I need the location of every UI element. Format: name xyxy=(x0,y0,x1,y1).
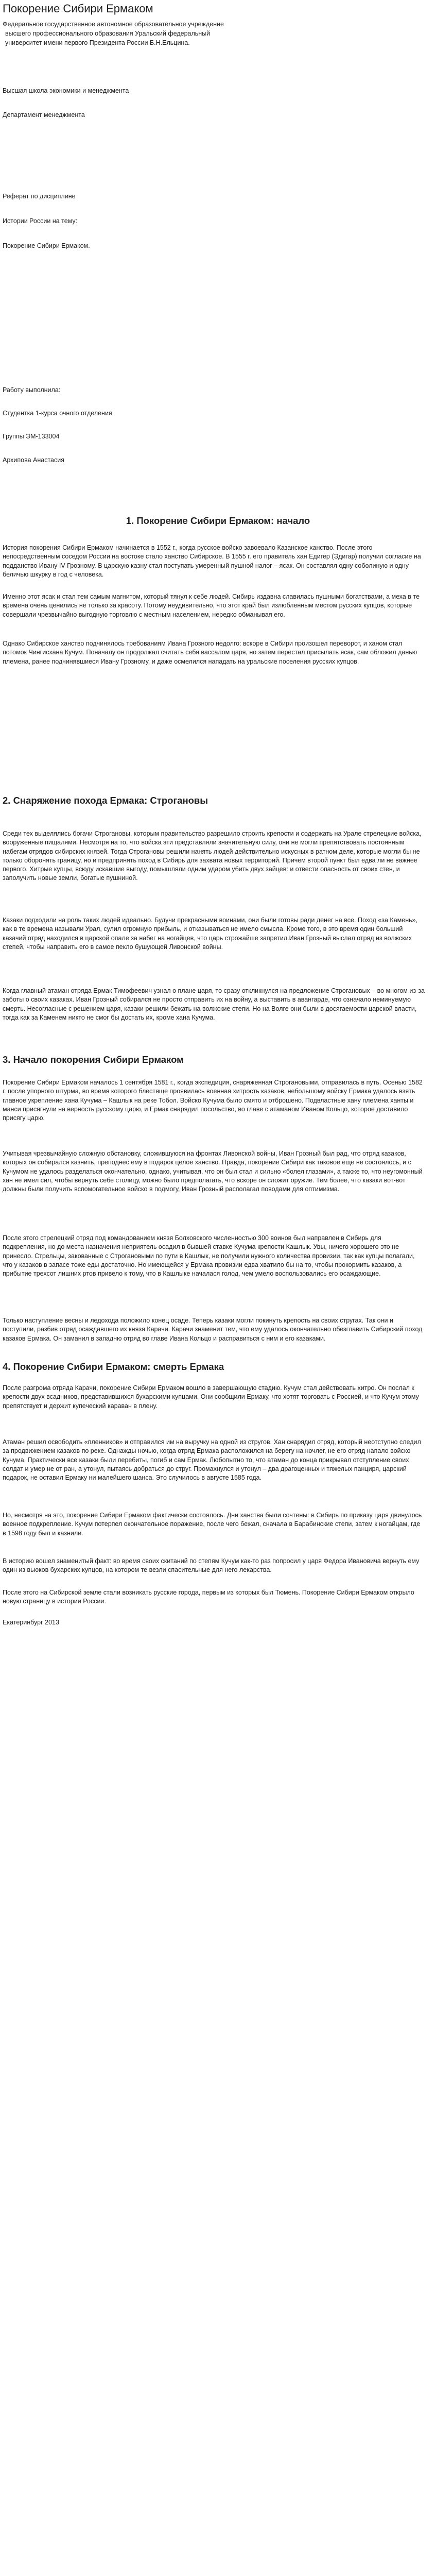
section-4-paragraph-2: Атаман решил освободить «пленников» и отправился им на выручку на одной из стругов. Хан снарядил отряд, который неотступно следил за продвижением казаков по реке. Однажды ночью, когда отряд Ермака расположился на берегу на ночлег, не его отряд напало войско Кучума. Практически все казаки были перебиты, погиб и сам Ермак. Любопытно то, что атаман до конца прикрывал отступление своих солдат и умер не от ран, а утонул, пытаясь добраться до струг. Промахнулся и утонул – два драгоценных и тяжелых панциря, царский подарок, не оставил Ермаку ни малейшего шанса. Это случилось в августе 1585 года. xyxy=(3,1438,421,1482)
section-2-paragraph-2: Казаки подходили на роль таких людей идеально. Будучи прекрасными воинами, они были готовы ради денег на все. Поход «за Камень», как в те времена называли Урал, сулил огромную прибыль, и отказываться не имело смысла. Кроме того, в это время один больший казачий отряд находился в царской опале за набег на ногайцев, что царь строжайше запретил.Иван Грозный выслал отряд из волжских степей, чтобы направить его в самое пекло бушующей Ливонской войны. xyxy=(3,917,418,951)
university-line-2: высшего профессионального образования Уральский федеральный xyxy=(5,30,211,37)
section-4-title: 4. Покорение Сибири Ермаком: смерть Ермака xyxy=(3,1361,224,1372)
university-line-1: Федеральное государственное автономное образовательное учреждение xyxy=(3,21,224,28)
referat-topic: Покорение Сибири Ермаком. xyxy=(3,242,90,249)
section-1-paragraph-3: Однако Сибирское ханство подчинялось требованиям Ивана Грозного недолго: вскоре в Сибири произошел переворот, и ханом стал потомок Чингисхана Кучум. Поначалу он продолжал считать себя вассалом царя, но затем перестал присылать ясак, сам обложил данью племена, ранее подчинявшиеся Ивану Грозному, и даже осмелился нападать на уральские поселения русских купцов. xyxy=(3,640,417,665)
section-2-paragraph-1: Среди тех выделялись богачи Строгановы, которым правительство разрешило строить крепости и содержать на Урале стрелецкие войска, вооруженные пищалями. Несмотря на то, что войска эти представляли значительную силу, они не могли препятствовать постоянным набегам отрядов сибирских князей. Тогда Строгановы решили нанять людей действительно искусных в ратном деле, которые могли бы не только оборонять границу, но и предпринять поход в Сибирь для захвата новых территорий. Причем второй пункт был едва ли не важнее первого. Хитрые купцы, всюду искавшие выгоду, помышляли одним ударом убить двух зайцев: и отвести опасность от своих стен, и заполучить новые земли, богатые пушниной. xyxy=(3,830,422,882)
group-info: Группы ЭМ-133004 xyxy=(3,433,60,440)
section-2-paragraph-3: Когда главный атаман отряда Ермак Тимофеевич узнал о плане царя, то сразу откликнулся на предложение Строгановых – во многом из-за заботы о своих казаках. Иван Грозный собирался не просто отправить их на войну, а выставить в авангарде, что означало неминуемую смерть. Несогласные с решением царя, казаки решили бежать на волжские степи. Но на Волге они были в досягаемости царской власти, тогда как за Каменем никто не смог бы достать их, кроме хана Кучума. xyxy=(3,987,425,1021)
section-4-paragraph-1: После разгрома отряда Карачи, покорение Сибири Ермаком вошло в завершающую стадию. Кучум стал действовать хитро. Он послал к крепости двух всадников, представившихся бухарскими купцами. Они сообщили Ермаку, что хотят торговать с Россией, и что Кучум этому препятствует и держит купеческий караван в плену. xyxy=(3,1384,419,1410)
section-2-title: 2. Снаряжение похода Ермака: Строгановы xyxy=(3,795,208,806)
university-line-3: университет имени первого Президента России Б.Н.Ельцина. xyxy=(5,39,190,46)
city-year: Екатеринбург 2013 xyxy=(3,1619,59,1626)
section-4-paragraph-4: В историю вошел знаменитый факт: во время своих скитаний по степям Кучум как-то раз попросил у царя Федора Ивановича вернуть ему один из вьюков бухарских купцов, на котором те везли спасительные для него лекарства. xyxy=(3,1557,420,1574)
section-1-paragraph-1: История покорения Сибири Ермаком начинается в 1552 г., когда русское войско завоевало Казанское ханство. После этого непосредственным соседом России на востоке стало ханство Сибирское. В 1555 г. его правитель хан Едигер (Эдигар) получил согласие на подданство Ивану IV Грозному. В царскую казну стал поступать умеренный пушной налог – ясак. Он составлял одну соболиную и одну беличью шкурку в год с человека. xyxy=(3,544,421,578)
section-3-paragraph-3: После этого стрелецкий отряд под командованием князя Болховского численностью 300 воинов был направлен в Сибирь для подкрепления, но до места назначения неприятель осадил в бывшей ставке Кучума крепости Кашлык. Увы, ничего хорошего это не принесло. Стрельцы, закованные с Строгановыми по пути в Кашлык, не получили нужного количества провизии, так как купцы полагали, что у казаков в запасе тоже еды достаточно. Но имеющейся у Ермака провизии едва хватило бы на то, чтобы прокормить казаков, а прибытие трехсот лишних ртов привело к тому, что в Кашлыке началася голод, чем умело воспользовались его осаждающие. xyxy=(3,1234,415,1278)
section-1-title: 1. Покорение Сибири Ермаком: начало xyxy=(126,515,310,526)
section-3-paragraph-2: Учитывая чрезвычайную сложную обстановку, сложившуюся на фронтах Ливонской войны, Иван Грозный был рад, что отряд казаков, которых он собирался казнить, преподнес ему в подарок целое ханство. Правда, покорение Сибири как таковое еще не состоялось, и с Кучумом не удалось разделаться окончательно, однако, учитывая, что он был стал и сильно «болел глазами», а также то, что неугомонный хан не имел сил, чтобы вернуть себе столицу, можно было предполагать, что вскоре он сложит оружие. Тем более, что казаки вот-вот должны были получить вспомогательное войско в подмогу, Иван Грозный располагал поводами для оптимизма. xyxy=(3,1150,423,1193)
section-3-paragraph-4: Только наступление весны и ледохода положило конец осаде. Теперь казаки могли покинуть крепость на своих стругах. Так они и поступили, разбив отряд осаждавшего их князя Карачи. Карачи знаменит тем, что ему удалось окончательно обезглавить Сибирский поход казаков Ермака. Он заманил в западню отряд во главе Ивана Кольцо и расправиться с ним и его казаками. xyxy=(3,1317,423,1342)
department-name: Департамент менеджмента xyxy=(3,111,85,118)
section-4-paragraph-5: После этого на Сибирской земле стали возникать русские города, первым из которых был Тюмень. Покорение Сибири Ермаком открыло новую страницу в истории России. xyxy=(3,1589,414,1605)
referat-subject: Истории России на тему: xyxy=(3,217,78,225)
section-3-title: 3. Начало покорения Сибири Ермаком xyxy=(3,1054,184,1065)
referat-discipline: Реферат по дисциплине xyxy=(3,193,76,200)
student-info: Студентка 1-курса очного отделения xyxy=(3,410,112,417)
section-3-paragraph-1: Покорение Сибири Ермаком началось 1 сентября 1581 г., когда экспедиция, снаряженная Строгановыми, отправилась в путь. Осенью 1582 г. после упорного штурма, во время которого блестяще проявилась военная хитрость казаков, небольшому войску Ермака удалось взять главное укрепление хана Кучума – Кашлык на реке Тобол. Войско Кучума было смято и отброшено. Подвластные хану племена ханты и манси присягнули на верность русскому царю, и Ермак снарядил посольство, во главе с атаманом Иваном Кольцо, которое доставило присягу царю. xyxy=(3,1079,423,1122)
section-4-paragraph-3: Но, несмотря на это, покорение Сибири Ермаком фактически состоялось. Дни ханства были сочтены: в Сибирь по приказу царя двинулось военное подкрепление. Кучум потерпел окончательное поражение, после чего бежал, сначала в Барабинские степи, затем к ногайцам, где в 1598 году был и казнили. xyxy=(3,1512,422,1537)
section-1-paragraph-2: Именно этот ясак и стал тем самым магнитом, который тянул к себе людей. Сибирь издавна славилась пушными богатствами, а меха в те времена очень ценились не только за красоту. Потому неудивительно, что этот край был излюбленным местом русских купцов, которые совершали чрезвычайно выгодную торговлю с местным населением, нередко обманывая его. xyxy=(3,593,420,618)
document-title: Покорение Сибири Ермаком xyxy=(3,2,153,15)
author-name: Архипова Анастасия xyxy=(3,456,65,464)
performed-by-label: Работу выполнила: xyxy=(3,386,61,394)
school-name: Высшая школа экономики и менеджмента xyxy=(3,87,129,94)
